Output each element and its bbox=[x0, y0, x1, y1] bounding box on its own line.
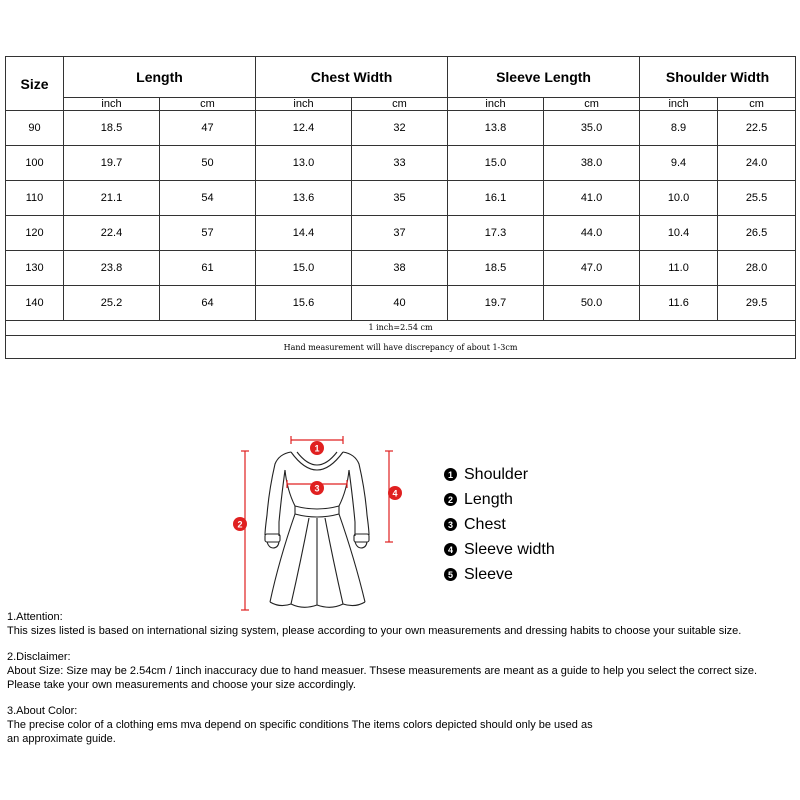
table-cell: 25.2 bbox=[64, 286, 160, 321]
size-cell: 120 bbox=[6, 216, 64, 251]
disclaimer-line: Please take your own measurements and choose your size accordingly. bbox=[7, 679, 356, 691]
size-rows bbox=[6, 111, 796, 321]
table-cell: 11.0 bbox=[640, 251, 718, 286]
header-shoulder-width: Shoulder Width bbox=[640, 57, 796, 98]
table-cell: 47.0 bbox=[544, 251, 640, 286]
table-cell: 47 bbox=[160, 111, 256, 146]
table-cell: 50 bbox=[160, 146, 256, 181]
table-cell: 38 bbox=[352, 251, 448, 286]
legend-label: Sleeve bbox=[464, 565, 513, 583]
unit-cm: cm bbox=[544, 98, 640, 111]
table-cell: 19.7 bbox=[64, 146, 160, 181]
table-cell: 15.6 bbox=[256, 286, 352, 321]
table-cell: 23.8 bbox=[64, 251, 160, 286]
table-cell: 41.0 bbox=[544, 181, 640, 216]
conversion-note: 1 inch=2.54 cm bbox=[6, 321, 796, 336]
legend-item-sleeve bbox=[444, 562, 555, 587]
table-row bbox=[6, 181, 796, 216]
marker-shoulder bbox=[310, 441, 324, 455]
table-cell: 25.5 bbox=[718, 181, 796, 216]
table-cell: 24.0 bbox=[718, 146, 796, 181]
dress-illustration bbox=[265, 452, 369, 607]
color-title: 3.About Color: bbox=[7, 705, 78, 717]
table-cell: 15.0 bbox=[448, 146, 544, 181]
size-cell: 140 bbox=[6, 286, 64, 321]
table-cell: 10.0 bbox=[640, 181, 718, 216]
unit-inch: inch bbox=[256, 98, 352, 111]
legend-item-chest bbox=[444, 512, 555, 537]
legend-label: Sleeve width bbox=[464, 540, 555, 558]
table-cell: 21.1 bbox=[64, 181, 160, 216]
table-cell: 32 bbox=[352, 111, 448, 146]
table-cell: 10.4 bbox=[640, 216, 718, 251]
unit-cm: cm bbox=[160, 98, 256, 111]
table-cell: 13.8 bbox=[448, 111, 544, 146]
table-cell: 9.4 bbox=[640, 146, 718, 181]
marker-length bbox=[233, 517, 247, 531]
table-row bbox=[6, 251, 796, 286]
table-row bbox=[6, 216, 796, 251]
legend-label: Chest bbox=[464, 515, 506, 533]
svg-text:2: 2 bbox=[237, 519, 243, 530]
table-row bbox=[6, 111, 796, 146]
size-cell: 100 bbox=[6, 146, 64, 181]
table-cell: 22.5 bbox=[718, 111, 796, 146]
table-cell: 26.5 bbox=[718, 216, 796, 251]
size-cell: 110 bbox=[6, 181, 64, 216]
header-length: Length bbox=[64, 57, 256, 98]
legend-number: 5 bbox=[444, 568, 457, 581]
table-row bbox=[6, 146, 796, 181]
size-cell: 130 bbox=[6, 251, 64, 286]
table-cell: 61 bbox=[160, 251, 256, 286]
table-cell: 13.0 bbox=[256, 146, 352, 181]
table-cell: 17.3 bbox=[448, 216, 544, 251]
size-cell: 90 bbox=[6, 111, 64, 146]
table-cell: 22.4 bbox=[64, 216, 160, 251]
table-cell: 28.0 bbox=[718, 251, 796, 286]
table-cell: 13.6 bbox=[256, 181, 352, 216]
table-cell: 11.6 bbox=[640, 286, 718, 321]
table-header-row bbox=[6, 57, 796, 98]
table-cell: 14.4 bbox=[256, 216, 352, 251]
marker-sleeve-width bbox=[388, 486, 402, 500]
attention-title: 1.Attention: bbox=[7, 611, 63, 623]
table-cell: 37 bbox=[352, 216, 448, 251]
conversion-row bbox=[6, 321, 796, 336]
unit-inch: inch bbox=[448, 98, 544, 111]
table-cell: 35.0 bbox=[544, 111, 640, 146]
legend-item-length bbox=[444, 487, 555, 512]
table-cell: 38.0 bbox=[544, 146, 640, 181]
color-line: an approximate guide. bbox=[7, 733, 116, 745]
measurement-note: Hand measurement will have discrepancy of about 1-3cm bbox=[6, 336, 796, 359]
measurement-legend bbox=[444, 462, 555, 587]
size-chart-table bbox=[5, 56, 796, 359]
table-cell: 29.5 bbox=[718, 286, 796, 321]
unit-cm: cm bbox=[352, 98, 448, 111]
table-cell: 18.5 bbox=[64, 111, 160, 146]
table-cell: 54 bbox=[160, 181, 256, 216]
table-cell: 33 bbox=[352, 146, 448, 181]
unit-inch: inch bbox=[640, 98, 718, 111]
table-cell: 50.0 bbox=[544, 286, 640, 321]
table-cell: 15.0 bbox=[256, 251, 352, 286]
legend-number: 1 bbox=[444, 468, 457, 481]
header-chest-width: Chest Width bbox=[256, 57, 448, 98]
table-cell: 57 bbox=[160, 216, 256, 251]
table-row bbox=[6, 286, 796, 321]
table-cell: 18.5 bbox=[448, 251, 544, 286]
attention-text: This sizes listed is based on international sizing system, please according to your own measurements and dressing habits to choose your suitable size. bbox=[7, 625, 742, 637]
table-cell: 35 bbox=[352, 181, 448, 216]
color-line: The precise color of a clothing ems mva depend on specific conditions The items colors depicted should only be used as bbox=[7, 719, 593, 731]
unit-row bbox=[6, 98, 796, 111]
table-cell: 19.7 bbox=[448, 286, 544, 321]
legend-label: Length bbox=[464, 490, 513, 508]
legend-number: 4 bbox=[444, 543, 457, 556]
table-cell: 8.9 bbox=[640, 111, 718, 146]
header-sleeve-length: Sleeve Length bbox=[448, 57, 640, 98]
legend-label: Shoulder bbox=[464, 465, 529, 483]
legend-item-sleeve-width bbox=[444, 537, 555, 562]
disclaimer-line: About Size: Size may be 2.54cm / 1inch inaccuracy due to hand measuer. Thsese measurements are meant as a guide to help you select the correct size. bbox=[7, 665, 758, 677]
legend-number: 2 bbox=[444, 493, 457, 506]
legend-number: 3 bbox=[444, 518, 457, 531]
unit-cm: cm bbox=[718, 98, 796, 111]
legend-item-shoulder bbox=[444, 462, 555, 487]
table-cell: 16.1 bbox=[448, 181, 544, 216]
svg-text:4: 4 bbox=[392, 488, 398, 499]
svg-text:3: 3 bbox=[314, 483, 320, 494]
table-cell: 44.0 bbox=[544, 216, 640, 251]
disclaimer-title: 2.Disclaimer: bbox=[7, 651, 71, 663]
table-cell: 64 bbox=[160, 286, 256, 321]
svg-text:1: 1 bbox=[314, 443, 320, 454]
header-size: Size bbox=[6, 57, 64, 111]
table-cell: 40 bbox=[352, 286, 448, 321]
table-cell: 12.4 bbox=[256, 111, 352, 146]
dress-measurement-diagram bbox=[225, 430, 415, 615]
marker-chest bbox=[310, 481, 324, 495]
unit-inch: inch bbox=[64, 98, 160, 111]
measurement-row bbox=[6, 336, 796, 359]
notes-section bbox=[7, 610, 797, 746]
